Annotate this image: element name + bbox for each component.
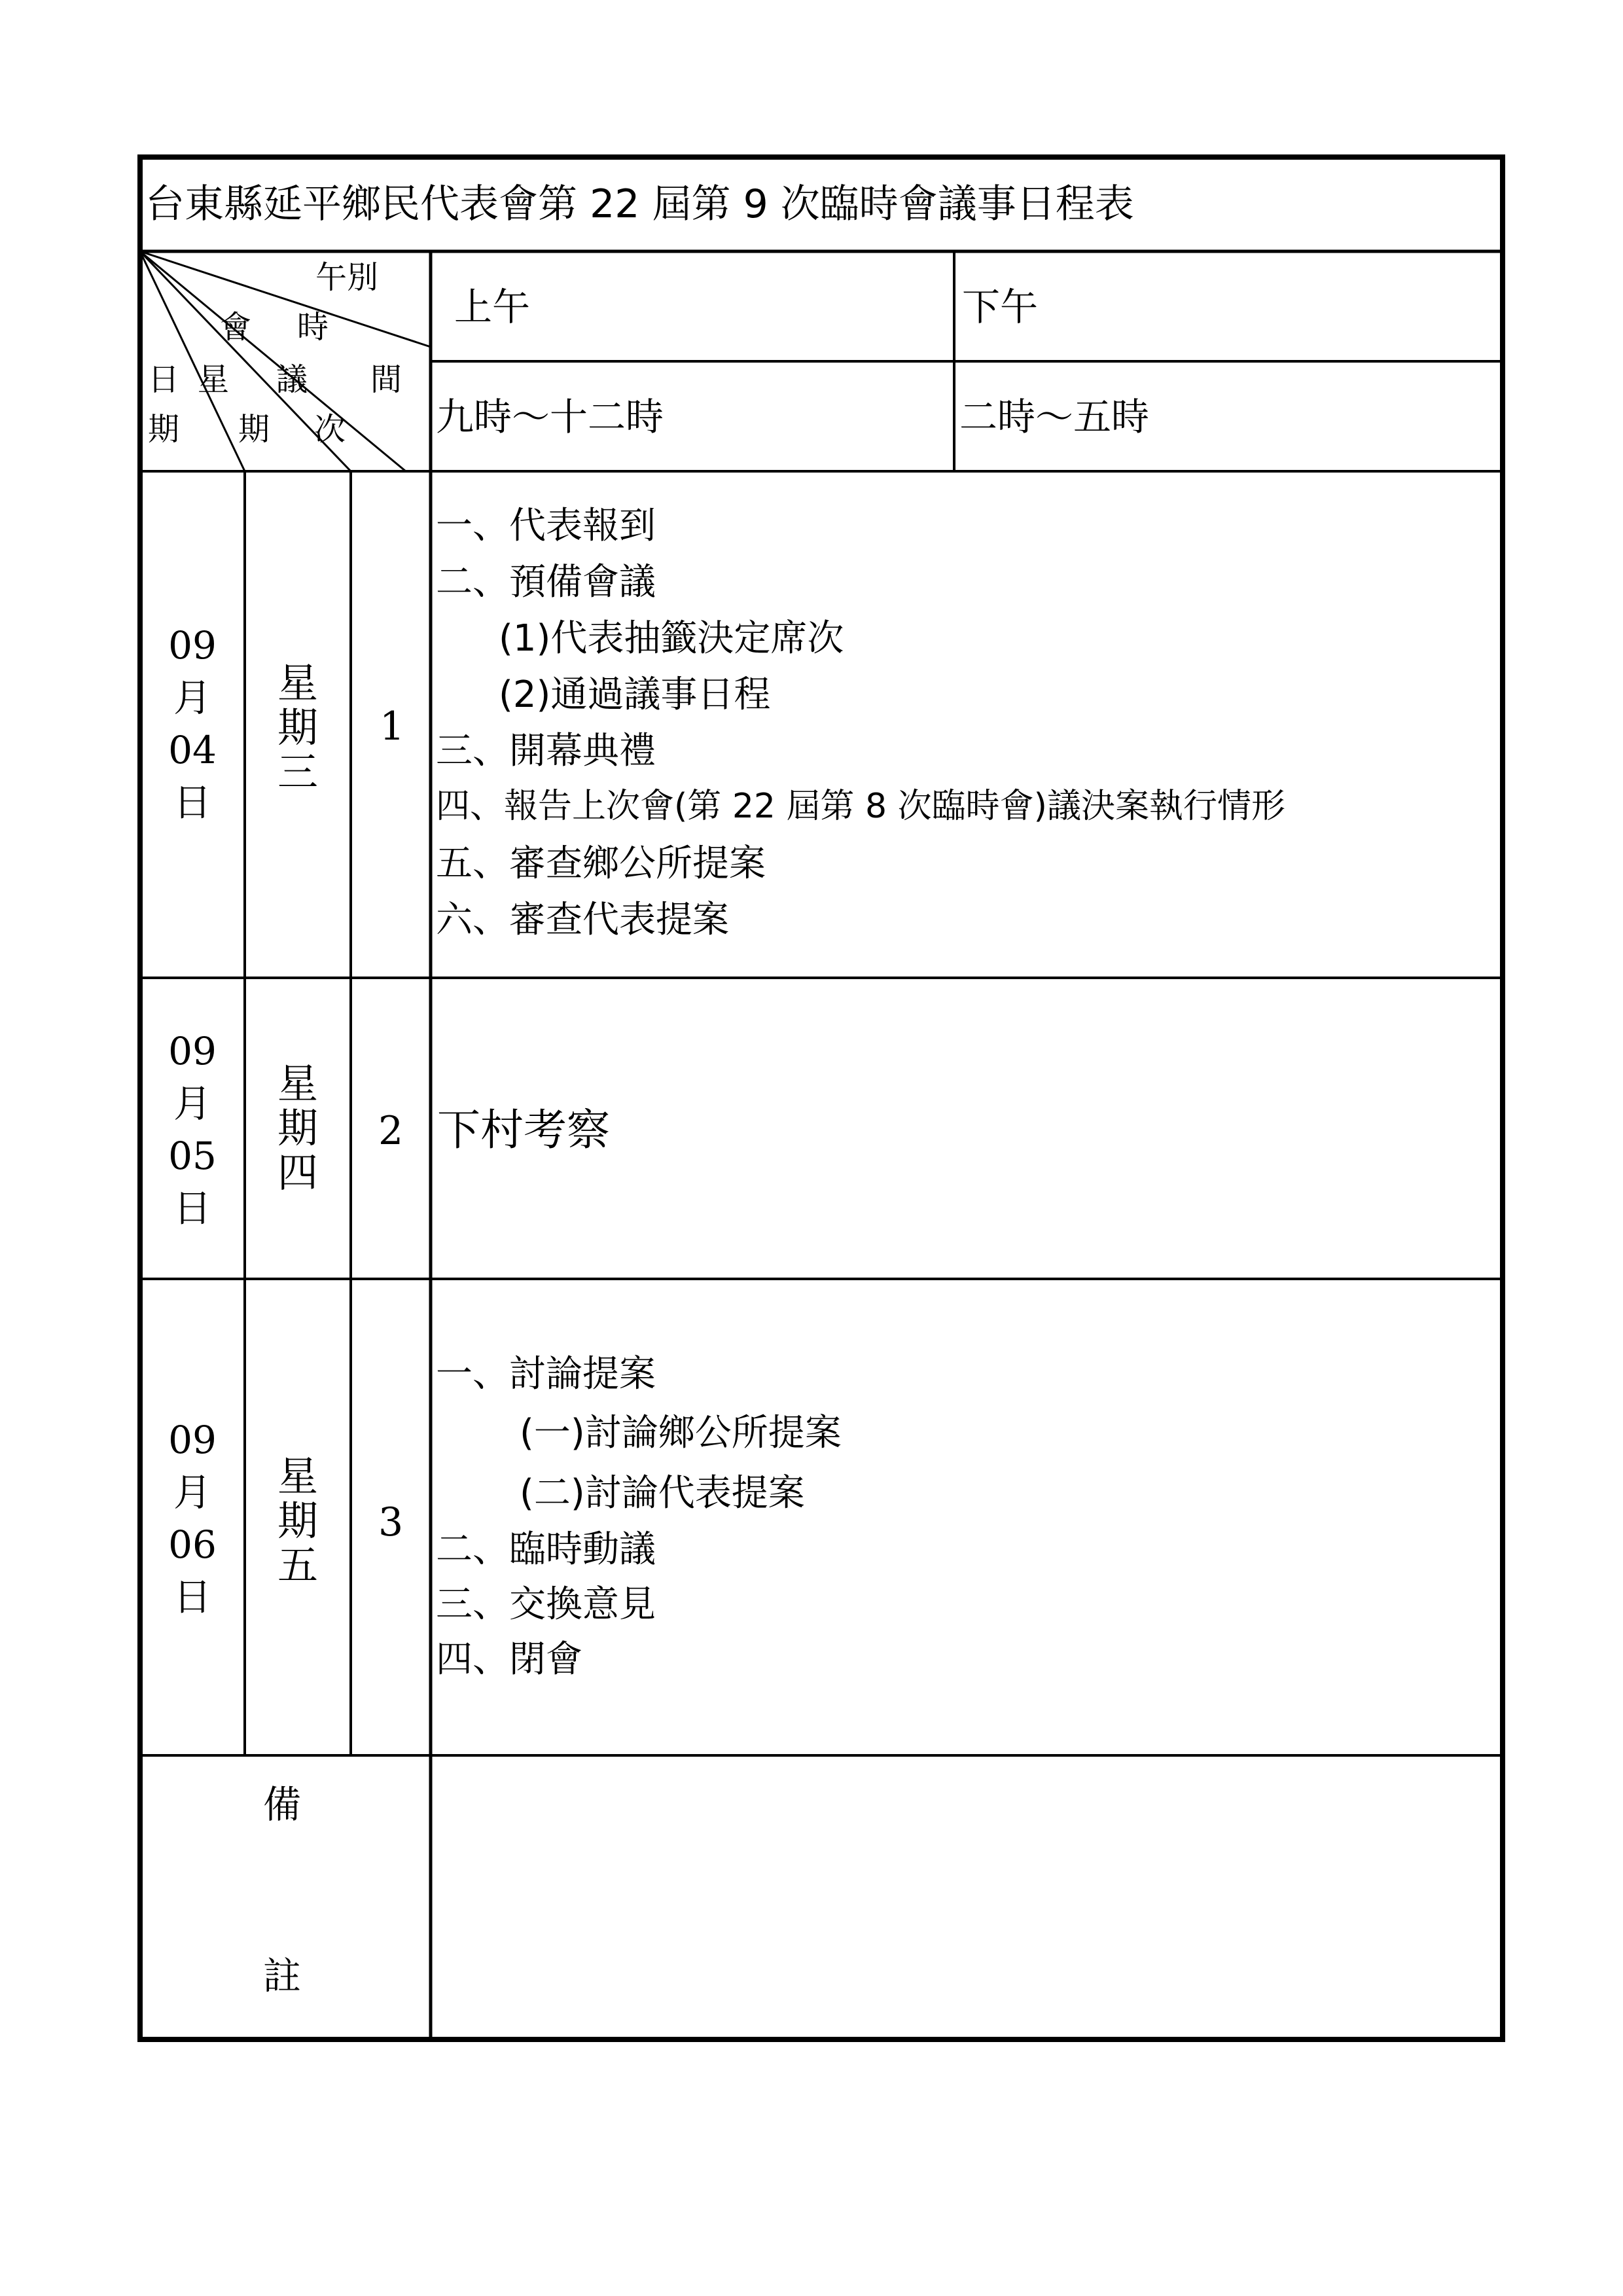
corner-label-date-2: 期 bbox=[148, 411, 180, 448]
weekday-char-1: 星 bbox=[277, 659, 318, 707]
agenda-subitem: (一)討論鄉公所提案 bbox=[520, 1412, 842, 1454]
afternoon-hours: 二時～五時 bbox=[959, 395, 1150, 439]
afternoon-label: 下午 bbox=[962, 285, 1039, 329]
date-day-char: 日 bbox=[173, 1186, 211, 1230]
agenda-item: 四、報告上次會(第 22 屆第 8 次臨時會)議決案執行情形 bbox=[436, 787, 1285, 826]
session-number: 2 bbox=[378, 1108, 404, 1154]
agenda-item: 三、開幕典禮 bbox=[436, 730, 656, 772]
weekday-char-3: 四 bbox=[277, 1149, 318, 1196]
date-month-char: 月 bbox=[173, 1081, 211, 1126]
corner-label-session-3: 次 bbox=[314, 411, 346, 448]
date-month-char: 月 bbox=[173, 675, 211, 720]
agenda-subitem: (二)討論代表提案 bbox=[520, 1472, 805, 1515]
date-month-number: 09 bbox=[168, 1029, 217, 1073]
corner-label-weekday-1: 星 bbox=[198, 361, 230, 398]
corner-label-hour-2: 間 bbox=[370, 361, 402, 398]
session-number: 3 bbox=[378, 1499, 404, 1545]
weekday-char-2: 期 bbox=[277, 704, 318, 751]
date-cell bbox=[140, 1025, 245, 1234]
document-title: 台東縣延平鄉民代表會第 22 屆第 9 次臨時會議事日程表 bbox=[145, 181, 1134, 227]
agenda-subitem: (1)代表抽籤決定席次 bbox=[499, 617, 844, 660]
weekday-char-3: 三 bbox=[277, 748, 318, 796]
agenda-item: 下村考察 bbox=[437, 1105, 610, 1155]
corner-label-session-2: 議 bbox=[276, 361, 308, 398]
corner-label-session-1: 會 bbox=[220, 309, 252, 346]
corner-label-date-1: 日 bbox=[148, 361, 180, 398]
weekday-char-1: 星 bbox=[277, 1452, 318, 1500]
remarks-label-char-1: 備 bbox=[263, 1782, 302, 1827]
corner-diagonal-1 bbox=[140, 251, 431, 347]
morning-label: 上午 bbox=[454, 285, 531, 329]
date-month-number: 09 bbox=[168, 1418, 217, 1462]
weekday-cell bbox=[245, 1454, 351, 1588]
agenda-item: 二、預備會議 bbox=[436, 561, 656, 603]
date-day-number: 06 bbox=[168, 1522, 217, 1567]
agenda-item: 二、臨時動議 bbox=[436, 1528, 656, 1571]
agenda-item: 一、討論提案 bbox=[436, 1353, 656, 1395]
weekday-char-2: 期 bbox=[277, 1104, 318, 1152]
weekday-cell bbox=[245, 1062, 351, 1195]
agenda-item: 一、代表報到 bbox=[436, 505, 656, 547]
remarks-label-char-2: 註 bbox=[263, 1954, 302, 1998]
agenda-item: 五、審查鄉公所提案 bbox=[436, 842, 766, 885]
agenda-subitem: (2)通過議事日程 bbox=[499, 673, 771, 716]
agenda-item: 四、閉會 bbox=[436, 1638, 582, 1681]
date-day-char: 日 bbox=[173, 780, 211, 825]
date-cell bbox=[140, 1414, 245, 1623]
weekday-char-1: 星 bbox=[277, 1060, 318, 1107]
corner-label-time-slot: 午別 bbox=[315, 259, 379, 296]
date-day-char: 日 bbox=[173, 1575, 211, 1619]
date-day-number: 04 bbox=[168, 728, 217, 772]
date-month-number: 09 bbox=[168, 623, 217, 668]
weekday-char-2: 期 bbox=[277, 1497, 318, 1545]
date-month-char: 月 bbox=[173, 1470, 211, 1515]
date-day-number: 05 bbox=[168, 1134, 217, 1178]
morning-hours: 九時～十二時 bbox=[436, 395, 664, 439]
session-number: 1 bbox=[380, 704, 405, 749]
agenda-item: 三、交換意見 bbox=[436, 1583, 656, 1626]
corner-label-hour-1: 時 bbox=[297, 309, 329, 346]
agenda-item: 六、審查代表提案 bbox=[436, 899, 729, 941]
corner-label-weekday-2: 期 bbox=[238, 411, 270, 448]
weekday-cell bbox=[245, 661, 351, 795]
weekday-char-3: 五 bbox=[277, 1541, 318, 1589]
date-cell bbox=[140, 619, 245, 829]
